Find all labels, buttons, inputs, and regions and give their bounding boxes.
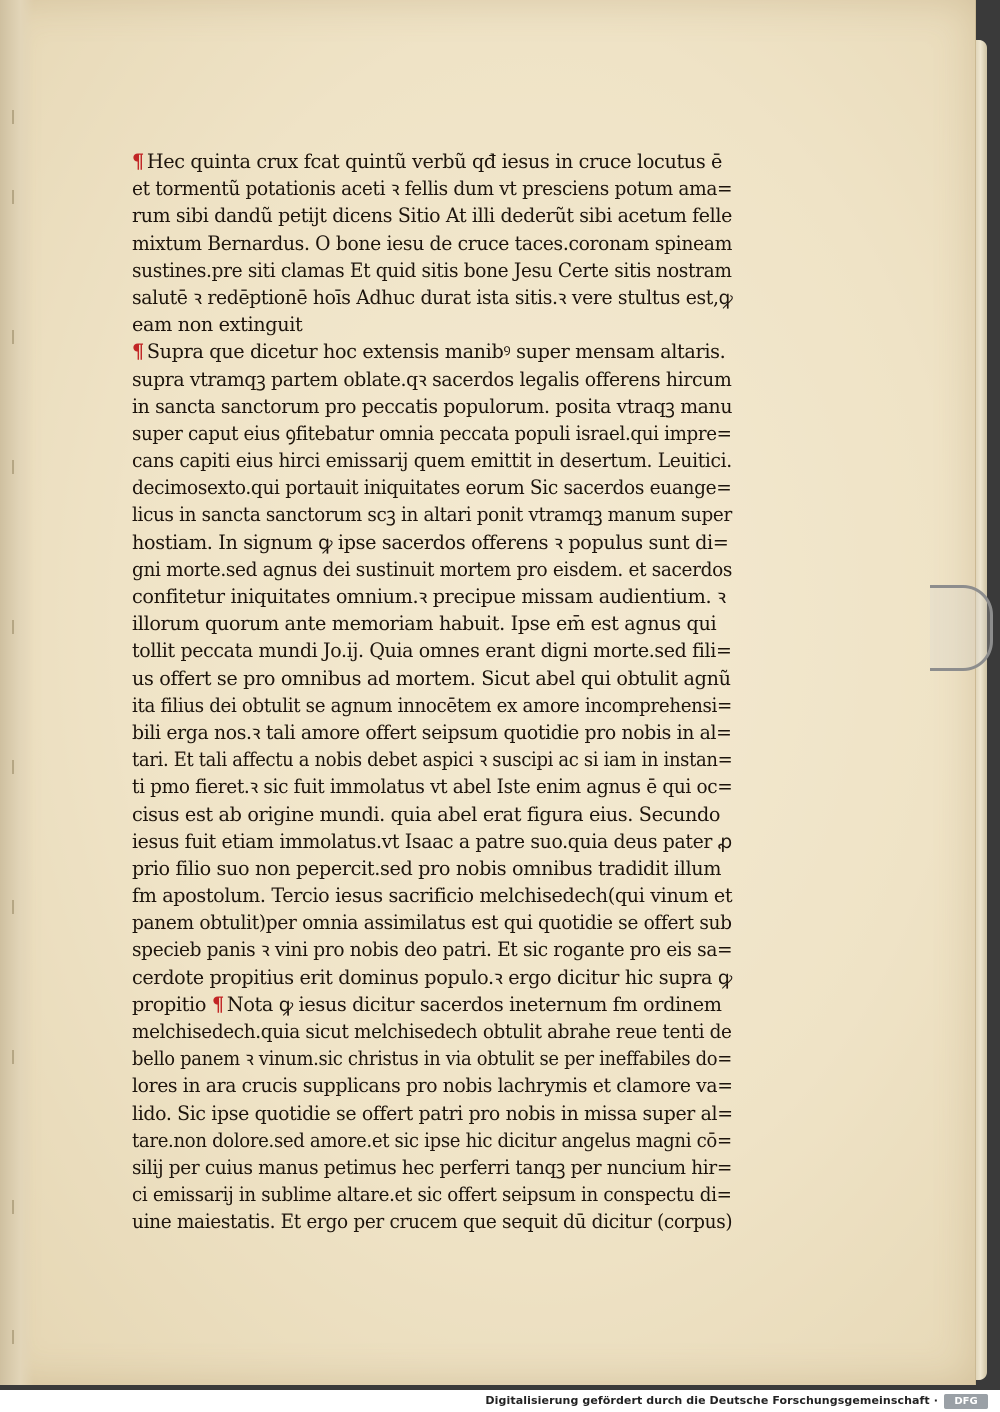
text-line [132, 692, 732, 719]
binding-stitch [12, 460, 24, 474]
rubric-mark: ¶ [212, 992, 224, 1016]
text-line [132, 529, 742, 556]
line-text: gni morte.sed agnus dei sustinuit mortem pro eisdem. et sacerdos [132, 557, 733, 581]
line-text: rum sibi dandũ petijt dicens Sitio At illi dederũt sibi acetum felle [132, 204, 732, 228]
binding-stitch [12, 1330, 24, 1344]
line-text: lores in ara crucis supplicans pro nobis lachrymis et clamore va= [132, 1074, 733, 1098]
line-text: decimosexto.qui portauit iniquitates eorum Sic sacerdos euange= [132, 476, 732, 500]
text-line [132, 964, 742, 991]
text-line [132, 909, 732, 936]
line-text: silij per cuius manus petimus hec perferri tanqꝫ per nuncium hir= [132, 1155, 732, 1179]
binding-stitch [12, 110, 24, 124]
binding-stitch [12, 620, 24, 634]
text-line [132, 311, 742, 338]
line-text: super caput eius ꝯfitebatur omnia peccata populi israel.qui impre= [132, 421, 732, 445]
line-text: specieb panis ꝛ vini pro nobis deo patri. Et sic rogante pro eis sa= [132, 938, 733, 962]
dfg-logo: DFG [944, 1394, 988, 1409]
text-line [132, 746, 733, 773]
line-text: cans capiti eius hirci emissarij quem emittit in desertum. Leuitici. [132, 449, 732, 473]
binding-stitch [12, 1050, 24, 1064]
line-text: bello panem ꝛ vinum.sic christus in via obtulit se per ineffabiles do= [132, 1047, 732, 1071]
line-text: Supra que dicetur hoc extensis manibꝰ super mensam altaris. [146, 340, 726, 364]
binding-gutter [0, 0, 34, 1385]
digitization-credit: Digitalisierung gefördert durch die Deutsche Forschungsgemeinschaft · [485, 1394, 938, 1407]
text-line [132, 393, 733, 420]
text-line [132, 1072, 733, 1099]
text-line [132, 202, 735, 229]
line-text: et tormentũ potationis aceti ꝛ fellis dum vt presciens potum ama= [132, 177, 733, 201]
line-text: confitetur iniquitates omnium.ꝛ precipue missam audientium. ꝛ [132, 585, 726, 608]
text-line [132, 1208, 733, 1235]
line-text: prio filio suo non pepercit.sed pro nobis omnibus tradidit illum [132, 856, 722, 880]
binding-stitch [12, 900, 24, 914]
text-line [132, 637, 735, 664]
text-line [132, 1045, 732, 1072]
text-line [132, 773, 733, 800]
text-line [132, 257, 732, 284]
binding-stitch [12, 760, 24, 774]
line-text: bili erga nos.ꝛ tali amore offert seipsum quotidie pro nobis in al= [132, 720, 732, 744]
text-line [132, 284, 733, 311]
line-text: salutē ꝛ redēptionē hoīs Adhuc durat ista sitis.ꝛ vere stultus est,ꝙ [132, 285, 733, 309]
line-text: uine maiestatis. Et ergo per crucem que sequit dū dicitur (corpus) [132, 1210, 733, 1234]
line-text: tollit peccata mundi Jo.ij. Quia omnes erant digni morte.sed fili= [132, 639, 732, 663]
line-text: panem obtulit)per omnia assimilatus est qui quotidie se offert sub [132, 911, 732, 935]
text-line [132, 474, 732, 501]
line-text: supra vtramqꝫ partem oblate.qꝛ sacerdos legalis offerens hircum [132, 367, 732, 391]
line-text: lido. Sic ipse quotidie se offert patri pro nobis in missa super al= [132, 1101, 733, 1125]
line-text: Hec quinta crux fcat quintũ verbũ qđ iesus in cruce locutus ē [146, 150, 723, 173]
line-text: licus in sancta sanctorum scꝫ in altari ponit vtramqꝫ manum super [132, 503, 732, 527]
text-line [132, 447, 732, 474]
line-text: cerdote propitius erit dominus populo.ꝛ ergo dicitur hic supra ꝙ [132, 965, 732, 989]
text-line [132, 1181, 732, 1208]
line-text: eam non extinguit [132, 313, 303, 337]
text-line [132, 801, 742, 828]
line-text: ci emissarij in sublime altare.et sic offert seipsum in conspectu di= [132, 1183, 732, 1207]
line-text: us offert se pro omnibus ad mortem. Sicut abel qui obtulit agnũ [132, 666, 731, 690]
text-line [132, 991, 742, 1018]
line-text: ita filius dei obtulit se agnum innocētem ex amore incomprehensi= [132, 693, 732, 717]
binding-stitch [12, 330, 24, 344]
line-text: tari. Et tali affectu a nobis debet aspici ꝛ suscipi ac si iam in instan= [132, 748, 733, 772]
text-line [132, 556, 733, 583]
line-text: hostiam. In signum ꝙ ipse sacerdos offerens ꝛ populus sunt di= [132, 530, 729, 554]
text-line [132, 501, 732, 528]
line-text: ti pmo fieret.ꝛ sic fuit immolatus vt abel Iste enim agnus ē qui oc= [132, 775, 733, 799]
line-text: Nota ꝙ iesus dicitur sacerdos ineternum fm ordinem [226, 992, 722, 1016]
line-text: in sancta sanctorum pro peccatis populorum. posita vtraqꝫ manu [132, 394, 733, 418]
line-text: melchisedech.quia sicut melchisedech obtulit abrahe reue tenti de [132, 1020, 732, 1043]
text-line [132, 1018, 732, 1045]
binding-stitch [12, 190, 24, 204]
text-line [132, 230, 733, 257]
text-line [132, 828, 731, 855]
text-line [132, 175, 733, 202]
line-text: iesus fuit etiam immolatus.vt Isaac a patre suo.quia deus pater ꝓ [132, 829, 733, 853]
text-line [132, 338, 742, 365]
text-line [132, 1154, 732, 1181]
binding-stitch [12, 1200, 24, 1214]
line-text: illorum quorum ante memoriam habuit. Ipse em̄ est agnus qui [132, 612, 717, 636]
line-text: tare.non dolore.sed amore.et sic ipse hic dicitur angelus magni cō= [132, 1128, 732, 1152]
text-line [132, 1100, 732, 1127]
text-line [132, 855, 742, 882]
text-line [132, 665, 742, 692]
text-line [132, 1127, 732, 1154]
line-text: propitio [132, 992, 207, 1016]
text-line [132, 610, 742, 637]
text-column [132, 148, 742, 1236]
line-text: fm apostolum. Tercio iesus sacrificio melchisedech(qui vinum et [132, 884, 733, 908]
line-text: mixtum Bernardus. O bone iesu de cruce taces.coronam spineam [132, 231, 733, 255]
line-text: sustines.pre siti clamas Et quid sitis bone Jesu Certe sitis nostram [132, 258, 732, 282]
line-text: cisus est ab origine mundi. quia abel erat figura eius. Secundo [132, 802, 721, 826]
text-line [132, 366, 730, 393]
rubric-mark: ¶ [132, 340, 144, 364]
text-line [132, 882, 740, 909]
text-line [132, 420, 732, 447]
text-line [132, 583, 742, 610]
rubric-mark: ¶ [132, 150, 144, 173]
page-clip [930, 585, 993, 671]
text-line [132, 936, 733, 963]
text-line [132, 719, 730, 746]
text-line [132, 148, 742, 175]
